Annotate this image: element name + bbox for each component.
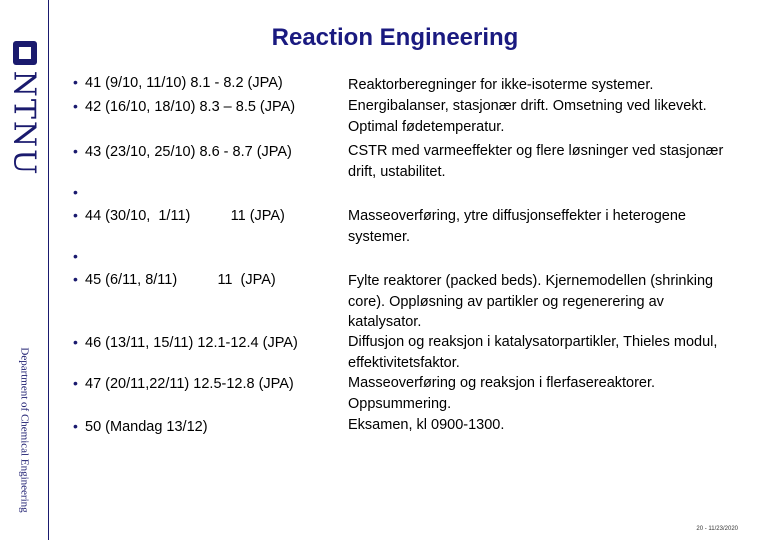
logo-wordmark: NTNU	[6, 70, 42, 176]
bullet-icon: •	[73, 271, 78, 287]
page-title: Reaction Engineering	[271, 24, 519, 51]
schedule-item: • 43 (23/10, 25/10) 8.6 - 8.7 (JPA)	[73, 143, 292, 160]
schedule-item: • 42 (16/10, 18/10) 8.3 – 8.5 (JPA)	[73, 98, 296, 115]
schedule-item	[73, 248, 85, 265]
bullet-icon: •	[73, 334, 78, 350]
topic-description: CSTR med varmeeffekter og flere løsninger ved stasjonær drift, ustabilitet.	[348, 143, 724, 180]
bullet-icon: •	[73, 74, 78, 90]
page-footer: 20 - 11/23/2020	[696, 526, 738, 532]
topic-description: Energibalanser, stasjonær drift. Omsetning ved likevekt. Optimal fødetemperatur.	[348, 98, 707, 135]
bullet-icon: •	[73, 184, 78, 200]
schedule-item: • 44 (30/10, 1/11) 11 (JPA)	[73, 207, 285, 224]
topic-description: Eksamen, kl 0900-1300.	[348, 417, 505, 433]
topic-description: Masseoverføring og reaksjon i flerfasereaktorer. Oppsummering.	[348, 375, 656, 412]
department-label: Department of Chemical Engineering	[19, 347, 31, 513]
topic-description: Diffusjon og reaksjon i katalysatorpartikler, Thieles modul, effektivitetsfaktor.	[348, 334, 718, 371]
bullet-icon: •	[73, 207, 78, 223]
bullet-icon: •	[73, 98, 78, 114]
schedule-item: • 45 (6/11, 8/11) 11 (JPA)	[73, 271, 276, 288]
sidebar	[0, 0, 49, 540]
bullet-icon: •	[73, 248, 78, 264]
bullet-icon: •	[73, 418, 78, 434]
bullet-icon: •	[73, 375, 78, 391]
bullet-icon: •	[73, 143, 78, 159]
schedule-item: • 46 (13/11, 15/11) 12.1-12.4 (JPA)	[73, 334, 298, 351]
schedule-item: • 41 (9/10, 11/10) 8.1 - 8.2 (JPA)	[73, 74, 283, 91]
topic-description: Masseoverføring, ytre diffusjonseffekter i heterogene systemer.	[348, 208, 686, 245]
schedule-item: • 50 (Mandag 13/12)	[73, 418, 208, 435]
schedule-item: • 47 (20/11,22/11) 12.5-12.8 (JPA)	[73, 375, 294, 392]
schedule-item	[73, 184, 85, 201]
topic-description: Reaktorberegninger for ikke-isoterme systemer.	[348, 77, 654, 93]
topic-description: Fylte reaktorer (packed beds). Kjernemodellen (shrinking core). Oppløsning av partikler og regenerering av katalysator.	[348, 273, 714, 330]
